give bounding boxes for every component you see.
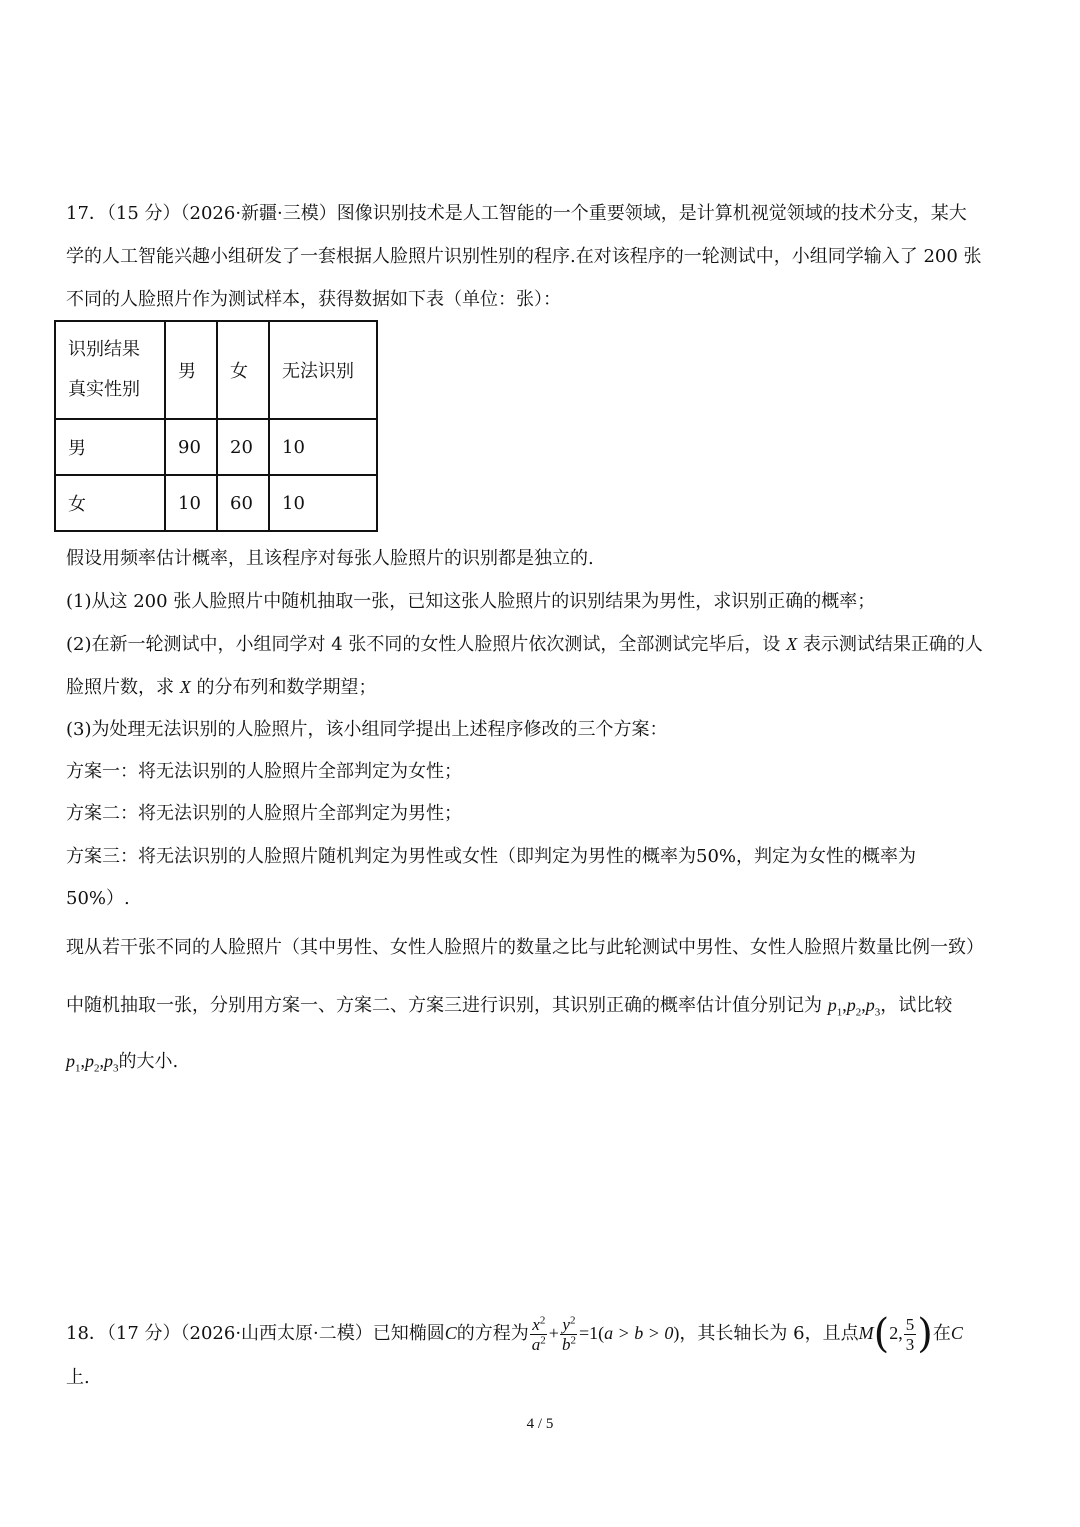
tail-line-2 (66, 993, 952, 1018)
q17-line-1: 17．（15 分）（2026·新疆·三模）图像识别技术是人工智能的一个重要领域，是计算机视觉领域的技术分支，某大 (66, 203, 967, 224)
q18-line-1: 18．（17 分）（2026·山西太原·二模）已知椭圆C的方程为 $\frac{x^2}{a^2}$ + $\frac{y^2}{b^2}$ =1(a > b > 0)，其长轴长为 6，且点M(2, $\frac{5}{3}$ )在C (66, 1311, 963, 1357)
cell-female: 60 (217, 475, 269, 531)
header-result-label: 识别结果 (68, 339, 140, 360)
plan-1-text: 方案一：将无法识别的人脸照片全部判定为女性； (66, 761, 462, 782)
q18-line-2: 上. (66, 1367, 90, 1388)
plan-3-line-2: 50%）. (66, 888, 130, 909)
tail-line-3 (66, 1049, 178, 1074)
variable-x: X (786, 634, 798, 654)
cell-unknown: 10 (269, 419, 377, 475)
cell-male: 10 (165, 475, 217, 531)
tail-text-c: 的大小. (118, 1051, 179, 1072)
fraction-x2-a2: $\frac{x^2}{a^2}$ (531, 1313, 546, 1354)
assumption-text: 假设用频率估计概率，且该程序对每张人脸照片的识别都是独立的. (66, 548, 594, 569)
p-variables: $p_1,p_2,p_3$ (66, 1051, 119, 1075)
part-2-text-d: 的分布列和数学期望； (190, 677, 377, 698)
part-3-text: (3)为处理无法识别的人脸照片，该小组同学提出上述程序修改的三个方案： (66, 719, 668, 740)
table-header-corner (55, 321, 165, 419)
tail-text-b: ，试比较 (880, 995, 953, 1016)
row-label: 女 (55, 475, 165, 531)
col-header-male: 男 (165, 321, 217, 419)
part-2-text-b: 表示测试结果正确的人 (797, 634, 983, 655)
table-row (55, 475, 377, 531)
q18-text-b: 的方程为 (456, 1323, 529, 1344)
part-2-line-1 (66, 632, 983, 657)
p-variables: $p_1,p_2,p_3$ (827, 995, 881, 1019)
q17-line-2: 学的人工智能兴趣小组研发了一套根据人脸照片识别性别的程序.在对该程序的一轮测试中，小组同学输入了 200 张 (66, 246, 982, 267)
fraction-y2-b2: $\frac{y^2}{b^2}$ (561, 1313, 576, 1354)
part-2-line-2 (66, 675, 376, 700)
table-row (55, 419, 377, 475)
recognition-table (54, 320, 378, 532)
variable-c: C (444, 1323, 457, 1343)
plan-2-text: 方案二：将无法识别的人脸照片全部判定为男性； (66, 803, 462, 824)
q18-text-a: 18．（17 分）（2026·山西太原·二模）已知椭圆 (66, 1323, 445, 1344)
point-x: 2, (889, 1323, 903, 1343)
col-header-unknown: 无法识别 (269, 321, 377, 419)
condition-text: a > b > 0 (604, 1323, 674, 1343)
variable-c: C (950, 1323, 963, 1343)
q18-text-d: 在 (932, 1323, 951, 1344)
cell-unknown: 10 (269, 475, 377, 531)
part-2-text-a: (2)在新一轮测试中，小组同学对 4 张不同的女性人脸照片依次测试，全部测试完毕后，设 (66, 634, 787, 655)
page-number: 4 / 5 (526, 1416, 554, 1432)
row-label: 男 (55, 419, 165, 475)
col-header-female: 女 (217, 321, 269, 419)
fraction-5-3: $\frac{5}{3}$ (905, 1314, 915, 1354)
cell-male: 90 (165, 419, 217, 475)
part-1-text: (1)从这 200 张人脸照片中随机抽取一张，已知这张人脸照片的识别结果为男性，求识别正确的概率； (66, 591, 876, 612)
variable-x: X (179, 677, 191, 697)
cell-female: 20 (217, 419, 269, 475)
q17-line-3: 不同的人脸照片作为测试样本，获得数据如下表（单位：张）： (66, 289, 561, 310)
tail-line-1: 现从若干张不同的人脸照片（其中男性、女性人脸照片的数量之比与此轮测试中男性、女性人脸照片数量比例一致） (66, 937, 984, 958)
tail-text-a: 中随机抽取一张，分别用方案一、方案二、方案三进行识别，其识别正确的概率估计值分别记为 (66, 995, 828, 1016)
header-gender-label: 真实性别 (68, 379, 140, 400)
point-m: M (858, 1323, 874, 1343)
q18-text-c: ，其长轴长为 6，且点 (679, 1323, 859, 1344)
plan-3-line-1: 方案三：将无法识别的人脸照片随机判定为男性或女性（即判定为男性的概率为50%，判定为女性的概率为 (66, 846, 917, 867)
part-2-text-c: 脸照片数，求 (66, 677, 180, 698)
